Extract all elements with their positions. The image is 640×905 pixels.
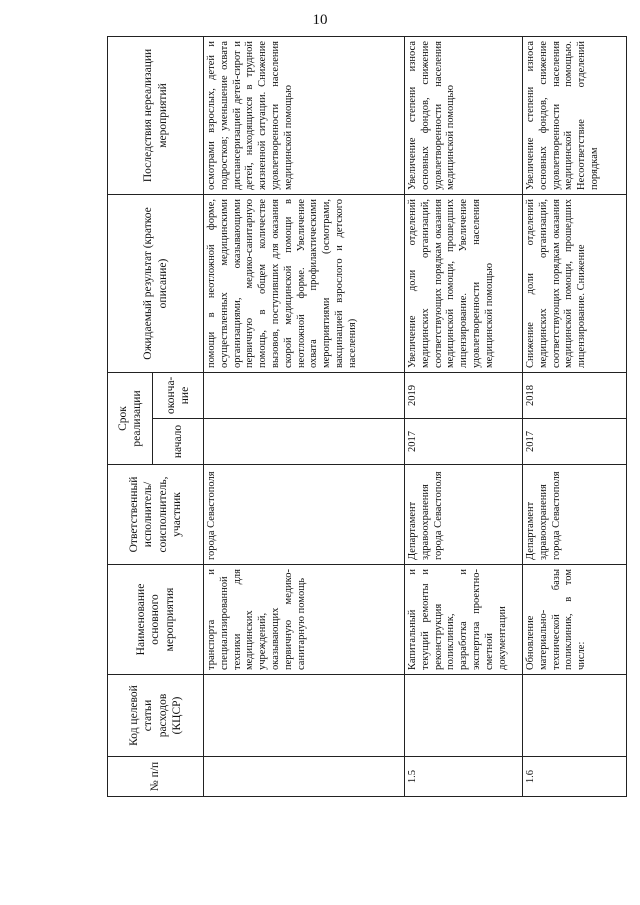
header-name: Наименование основного мероприятия (108, 565, 204, 675)
cell-consequences: Увеличение степени износа основных фондов, снижение удовлетворенности населения медицинской помощью. Несоответствие отделений порядкам (523, 37, 627, 195)
measures-table (107, 36, 627, 797)
header-responsible: Ответственный исполнитель/ соисполнитель, участник (108, 465, 204, 565)
rotated-page-content (107, 37, 617, 797)
header-start: начало (153, 419, 204, 465)
table-row (405, 37, 523, 797)
cell-kcsr (523, 675, 627, 757)
cell-start (204, 419, 405, 465)
cell-end (204, 373, 405, 419)
table-row (204, 37, 405, 797)
header-result: Ожидаемый результат (краткое описание) (108, 195, 204, 373)
cell-responsible: города Севастополя (204, 465, 405, 565)
cell-consequences: Увеличение степени износа основных фондов, снижение удовлетворенности населения медицинской помощью (405, 37, 523, 195)
cell-result: Снижение доли отделений медицинских организаций, соответствующих порядкам оказания медицинской помощи, прошедших лицензирование. Снижение (523, 195, 627, 373)
cell-result: Увеличение доли отделений медицинских организаций, соответствующих порядкам оказания медицинской помощи, прошедших лицензирование. Увеличение удовлетворенности населения медицинской помощью (405, 195, 523, 373)
cell-consequences: осмотрами взрослых, детей и подростков; уменьшение охвата диспансеризацией детей-сирот и детей, находящихся в трудной жизненной ситуации. Снижение удовлетворенности населения медицинской помощью (204, 37, 405, 195)
cell-name: транспорта и специализированной техники для медицинских учреждений, оказывающих первичную медико-санитарную помощь (204, 565, 405, 675)
cell-responsible: Департамент здравоохранения города Севастополя (405, 465, 523, 565)
cell-name: Обновление материально-технической базы поликлиник, в том числе: (523, 565, 627, 675)
cell-num (204, 757, 405, 797)
cell-num: 1.5 (405, 757, 523, 797)
header-num: № п/п (108, 757, 204, 797)
cell-kcsr (405, 675, 523, 757)
cell-num: 1.6 (523, 757, 627, 797)
cell-start: 2017 (523, 419, 627, 465)
header-period: Срок реализации (108, 373, 153, 465)
table-header-row (108, 37, 153, 797)
cell-end: 2018 (523, 373, 627, 419)
table-row (523, 37, 627, 797)
cell-start: 2017 (405, 419, 523, 465)
page-number: 10 (312, 12, 328, 28)
cell-result: помощи в неотложной форме, осуществленных медицинскими организациями, оказывающими первичную медико-санитарную помощь, в общем количестве вызовов, поступивших для оказания скорой медицинской помощи в неотложной форме. Увеличение охвата профилактическими мероприятиями (осмотрами, вакцинацией взрослого и детского населения) (204, 195, 405, 373)
header-end: оконча-ние (153, 373, 204, 419)
cell-end: 2019 (405, 373, 523, 419)
cell-kcsr (204, 675, 405, 757)
header-consequences: Последствия нереализации мероприятий (108, 37, 204, 195)
header-kcsr: Код целевой статьи расходов (КЦСР) (108, 675, 204, 757)
cell-responsible: Департамент здравоохранения города Севастополя (523, 465, 627, 565)
cell-name: Капитальный и текущий ремонты и реконструкция поликлиник, разработка и экспертиза проектно-сметной документации (405, 565, 523, 675)
